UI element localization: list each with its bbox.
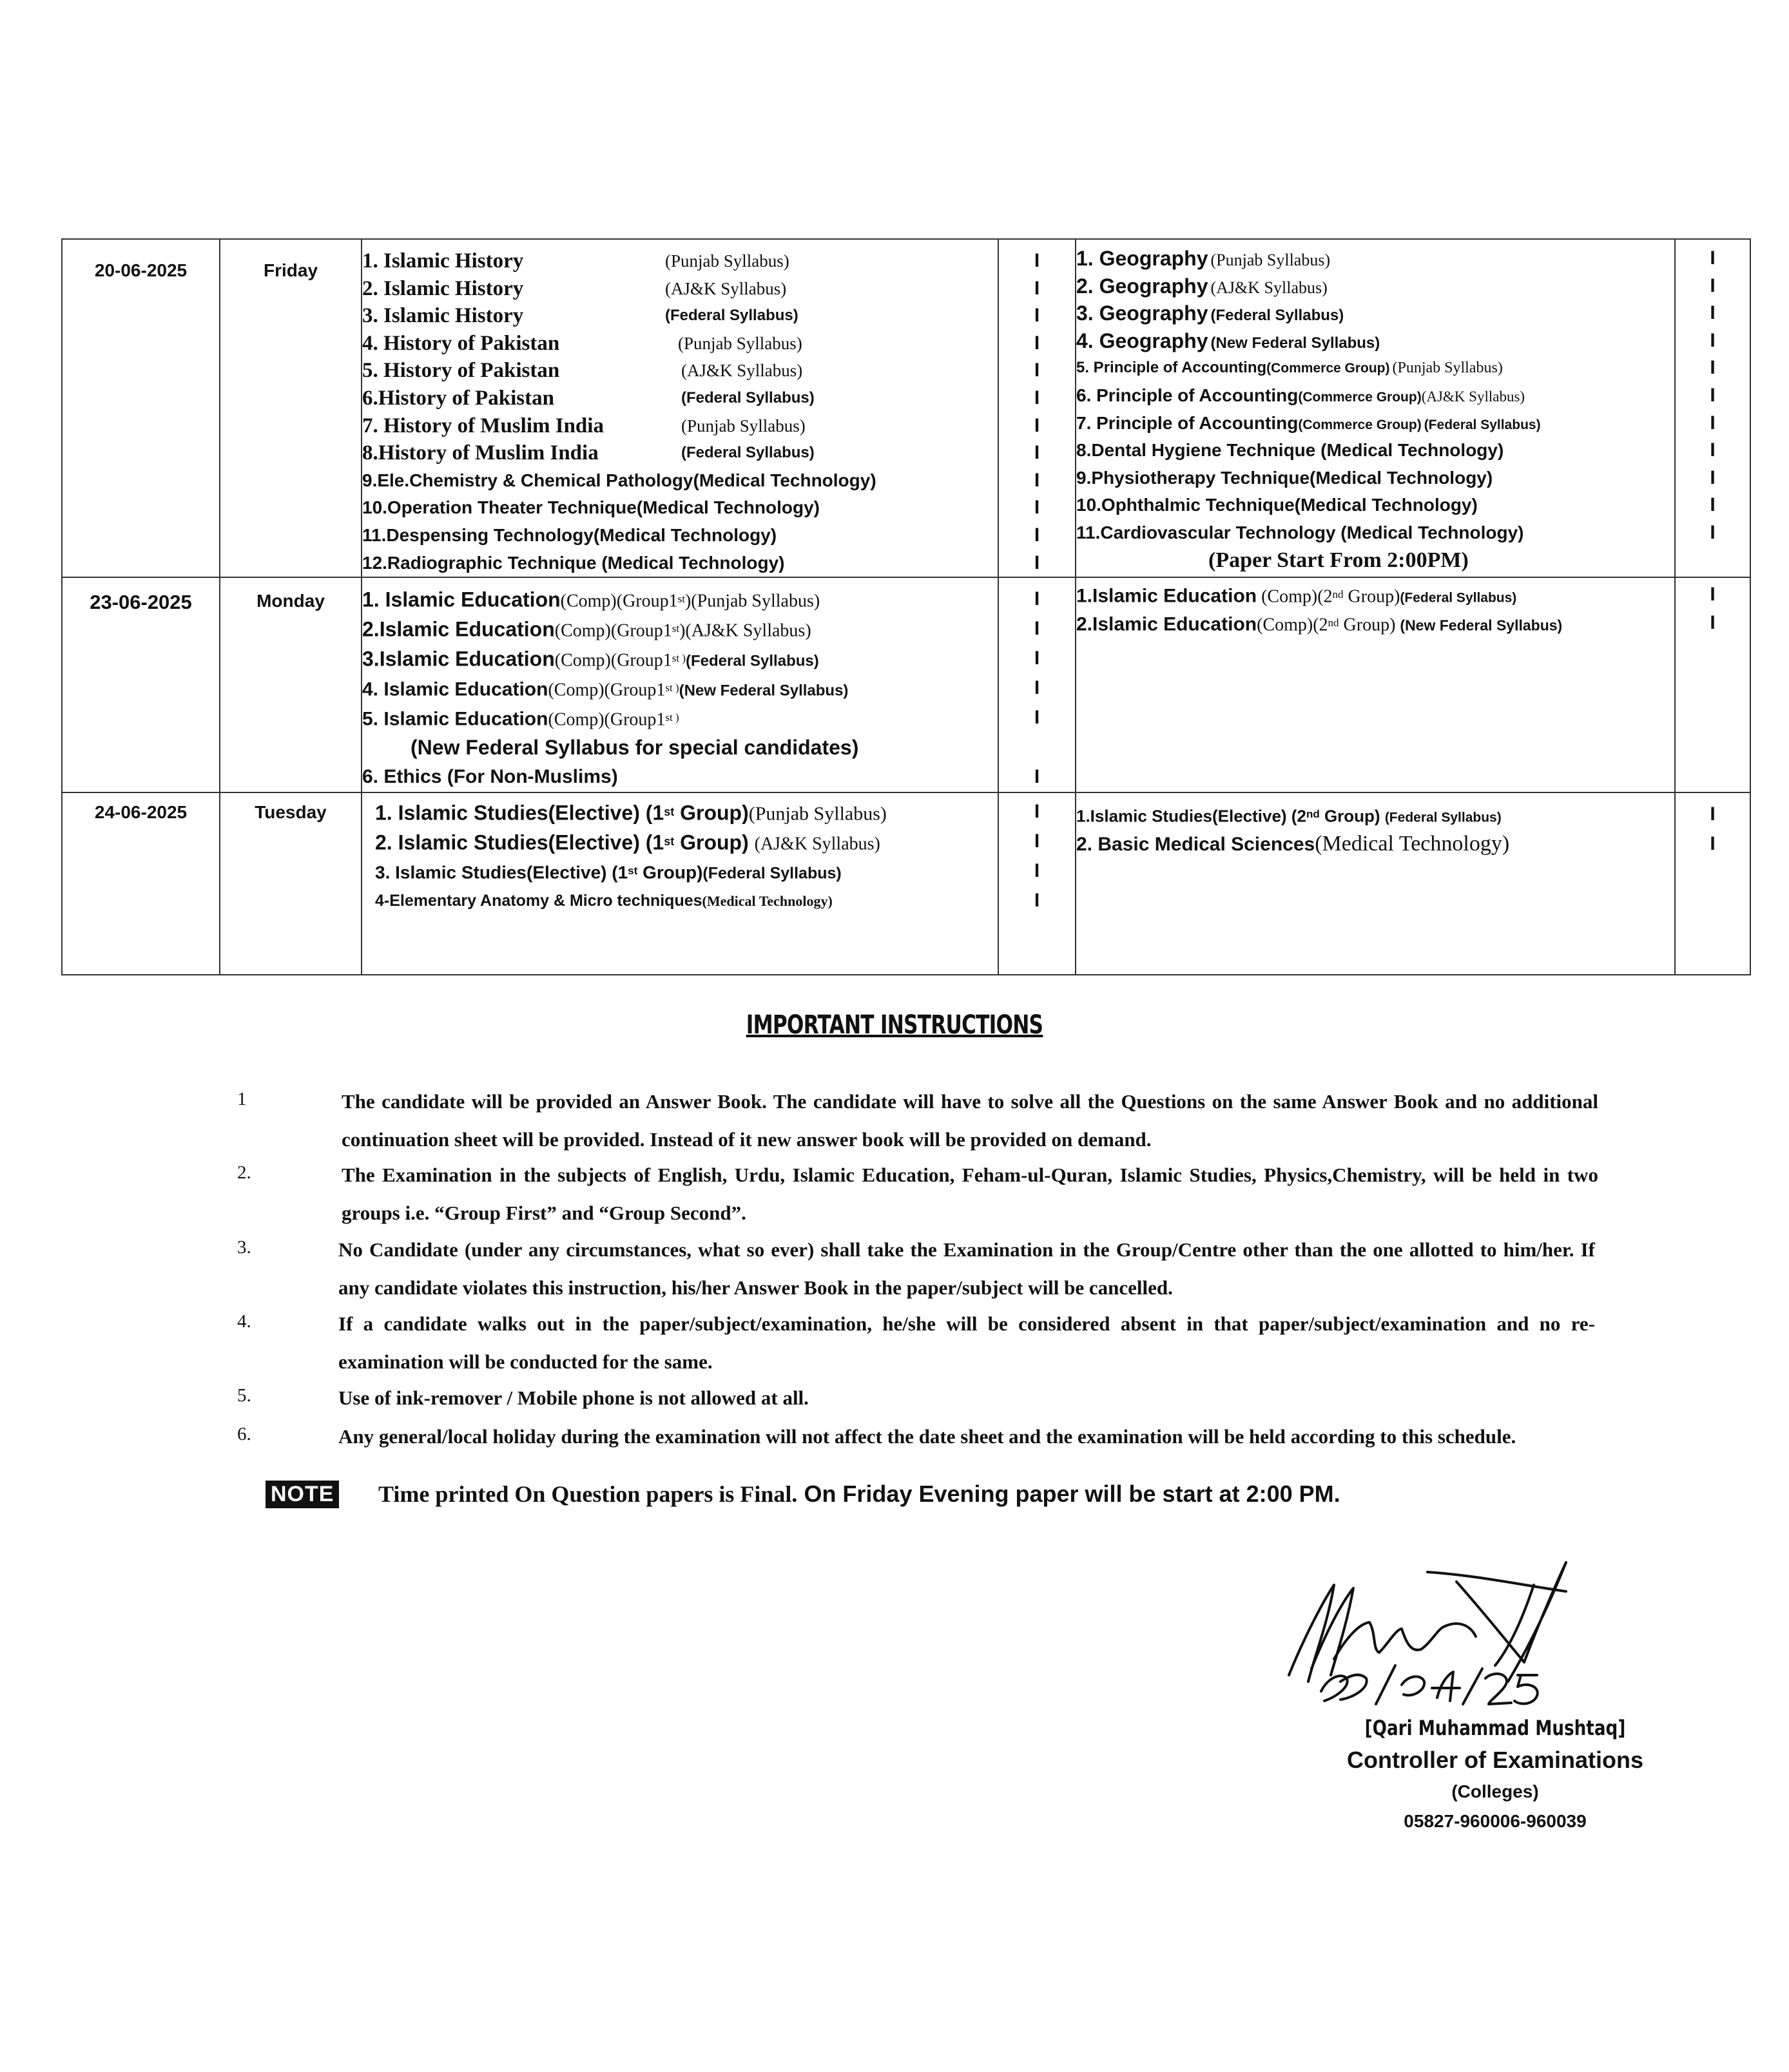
subject-line: 4. Geography (New Federal Syllabus) <box>1076 329 1380 352</box>
exam-day: Friday <box>220 239 362 577</box>
note-label: NOTE <box>266 1481 339 1508</box>
schedule-row-tuesday <box>62 792 1750 975</box>
subject-line: 7. Principle of Accounting(Commerce Group) (Federal Syllabus) <box>1076 412 1541 433</box>
group1-marks: I I I I <box>998 792 1076 975</box>
group1-subjects <box>362 239 998 577</box>
subject-line: 2. Islamic History (AJ&K Syllabus) <box>362 276 787 300</box>
subject-line: 6. Principle of Accounting(Commerce Group)(AJ&K Syllabus) <box>1076 385 1525 405</box>
subject-line: 5. Islamic $Education(Comp)(Group1^{st )}$ <box>362 708 679 730</box>
paper-start-note: (Paper Start From 2:00PM) <box>1208 548 1469 572</box>
instructions-title: IMPORTANT INSTRUCTIONS <box>746 1010 1043 1040</box>
subject-line: 1. Islamic Studies(Elective) (1st Group)(Punjab Syllabus) <box>375 801 887 825</box>
subject-line: 2.Islamic Education(Comp)(2nd Group) (New Federal Syllabus) <box>1076 613 1563 635</box>
schedule-row-monday <box>62 577 1750 792</box>
subject-line: 1.Islamic Education (Comp)(2nd Group)(Federal Syllabus) <box>1076 585 1517 607</box>
signatory-title: Controller of Examinations <box>1346 1747 1644 1773</box>
subject-line: 4. Islamic $Education(Comp)(Group1^{st )}(New$ Federal Syllabus) <box>362 678 849 700</box>
subject-line: 9.Ele.Chemistry & Chemical Pathology(Medical Technology) <box>362 470 876 490</box>
subject-line: 1. Islamic History (Punjab Syllabus) <box>362 249 789 273</box>
subject-line: 1.Islamic Studies(Elective) (2nd Group) (Federal Syllabus) <box>1076 806 1502 826</box>
group2-marks: I I I I I I I I I I I <box>1675 239 1750 577</box>
subject-line: 11.Cardiovascular Technology (Medical Technology) <box>1076 522 1524 542</box>
subject-line: 5. History of Pakistan (AJ&K Syllabus) <box>362 359 803 383</box>
group1-marks: I I I I I I I I I I I I <box>998 239 1076 577</box>
subject-line: 4. History of Pakistan (Punjab Syllabus) <box>362 331 802 355</box>
subject-line: 6. Ethics (For Non-Muslims) <box>362 766 618 788</box>
subject-line: 8.Dental Hygiene Technique (Medical Technology) <box>1076 440 1504 461</box>
signature-image <box>1263 1546 1598 1714</box>
subject-line: 8.History of Muslim India (Federal Syllabus) <box>362 441 815 465</box>
subject-line: 11.Despensing Technology(Medical Technology) <box>362 524 777 545</box>
subject-line: 12.Radiographic Technique (Medical Technology) <box>362 552 785 573</box>
special-candidates-note: (New Federal Syllabus for special candidates) <box>411 736 859 760</box>
exam-date: 23-06-2025 <box>62 577 220 792</box>
exam-day: Monday <box>220 577 362 792</box>
schedule-table <box>61 238 1751 975</box>
group2-marks: I I <box>1675 792 1750 975</box>
subject-line: 2. Geography (AJ&K Syllabus) <box>1076 274 1328 298</box>
subject-line: 3. Geography (Federal Syllabus) <box>1076 302 1344 325</box>
subject-line: 10.Ophthalmic Technique(Medical Technology) <box>1076 495 1478 515</box>
signatory-phone: 05827-960006-960039 <box>1404 1811 1587 1831</box>
signatory-name: [Qari Muhammad Mushtaq] <box>1364 1716 1626 1740</box>
signatory-department: (Colleges) <box>1451 1781 1539 1801</box>
subject-line: 2.Islamic Education(Comp)(Group1st)(AJ&K Syllabus) <box>362 617 811 641</box>
subject-line: 2. Basic Medical Sciences(Medical Technology) <box>1076 832 1510 856</box>
subject-line: 3.Islamic $Education(Comp)(Group1^{st )}(Federal$ Syllabus) <box>362 647 819 671</box>
group1-marks: I I I I I I <box>998 577 1076 792</box>
group2-subjects <box>1076 577 1675 792</box>
date-sheet-page: 20-06-2025 Friday 1. Islamic History (Punjab Syllabus) 2. Islamic History (AJ&K Syllabus) 3. Islamic History (Federal Syllabus) 4. History of Pakistan (Punjab Syllabus) 5. History of Pakistan (AJ&K Syllabus) 6.History of Pakistan (Federal Syllabus) 7. History of Muslim India (Punjab Syllabus) 8.History of Muslim India (Federal Syllabus) 9.Ele.Chemistry & Chemical Pathology(Medical Technology) 10.Operation Theater Technique(Medical Technology) 11.Despensing Technology(Medical Technology) 12.Radiographic Technique (Medical Technology) I I I I I I I I I I I I 1. Geography (Punjab Syllabus) 2. Geography (AJ&K Syllabus) 3. Geography (Federal Syllabus) 4. Geography (New Federal Syllabus) 5. Principle of Accounting(Commerce Group) (Punjab Syllabus) 6. Principle of Accounting(Commerce Group)(AJ&K Syllabus) 7. Principle of Accounting(Commerce Group) (Federal Syllabus) 8.Dental Hygiene Technique (Medical Technology) 9.Physiotherapy Technique(Medical Technology) 10.Ophthalmic Technique(Medical Technology) 11.Cardiovascular Technology (Medical Technology) (Paper Start From 2:00PM) I I I I I I I I I I I 23-06-2025 Monday 1. Islamic Education(Comp)(Group1st)(Punjab Syllabus) 2.Islamic Education(Comp)(Group1st)(AJ&K Syllabus) 3.Islamic $Education(Comp)(Group1^{st )}(Federal$ Syllabus) 4. Islamic $Education(Comp)(Group1^{st )}(New$ Federal Syllabus) 5. Islamic $Education(Comp)(Group1^{st )}$ (New Federal Syllabus for special candidates) 6. Ethics (For Non-Muslims) I I I I I I 1.Islamic Education (Comp)(2nd Group)(Federal Syllabus) 2.Islamic Education(Comp)(2nd Group) (New Federal Syllabus) I I 24-06-2025 Tuesday 1. Islamic Studies(Elective) (1st Group)(Punjab Syllabus) 2. Islamic Studies(Elective) (1st Group) (AJ&K Syllabus) 3. Islamic Studies(Elective) (1st Group)(Federal Syllabus) 4-Elementary Anatomy & Micro techniques(Medical Technology) I I I I 1.Islamic Studies(Elective) (2nd Group) (Federal Syllabus) 2. Basic Medical Sciences(Medical Technology) I I IMPORTANT INSTRUCTIONS 1 The candidate will be provided an Answer Book. The candidate will have to solve all the Questions on the same Answer Book and no additional continuation sheet will be provided. Instead of it new answer book will be provided on demand. 2. The Examination in the subjects of English, Urdu, Islamic Education, Feham-ul-Quran, Islamic Studies, Physics,Chemistry, will be held in two groups i.e. “Group First” and “Group Second”. 3. No Candidate (under any circumstances, what so ever) shall take the Examination in the Group/Centre other than the one allotted to him/her. If any candidate violates this instruction, his/her Answer Book in the paper/subject will be cancelled. 4. If a candidate walks out in the paper/subject/examination, he/she will be considered absent in that paper/subject/examination and no re-examination will be conducted for the same. 5. Use of ink-remover / Mobile phone is not allowed at all. 6. Any general/local holiday during the examination will not affect the date sheet and the examination will be held according to this schedule. NOTE Time printed On Question papers is Final. On Friday Evening paper will be start at 2:00 PM. [Qari Muhammad Mushtaq] Controller of Examinations (Colleges) 05827-960006-960039 <box>0 0 1789 2072</box>
subject-line: 7. History of Muslim India (Punjab Syllabus) <box>362 414 806 437</box>
note-text: Time printed On Question papers is Final. On Friday Evening paper will be start at 2:00 PM. <box>378 1481 1340 1507</box>
subject-line: 9.Physiotherapy Technique(Medical Technology) <box>1076 467 1493 488</box>
subject-line: 5. Principle of Accounting(Commerce Group) (Punjab Syllabus) <box>1076 359 1503 377</box>
subject-line: 10.Operation Theater Technique(Medical Technology) <box>362 497 820 518</box>
exam-date: 24-06-2025 <box>62 792 220 975</box>
signature-block <box>1179 1712 1789 1836</box>
note-line <box>266 1477 1683 1515</box>
subject-line: 6.History of Pakistan (Federal Syllabus) <box>362 386 815 410</box>
subject-line: 3. Islamic Studies(Elective) (1st Group)(Federal Syllabus) <box>375 862 842 883</box>
exam-date: 20-06-2025 <box>62 239 220 577</box>
exam-day: Tuesday <box>220 792 362 975</box>
subject-line: 4-Elementary Anatomy & Micro techniques(Medical Technology) <box>375 892 833 910</box>
subject-line: 1. Geography (Punjab Syllabus) <box>1076 247 1331 270</box>
group2-subjects <box>1076 792 1675 975</box>
subject-line: 2. Islamic Studies(Elective) (1st Group) (AJ&K Syllabus) <box>375 830 880 854</box>
schedule-row-friday <box>62 239 1750 577</box>
subject-line: 3. Islamic History (Federal Syllabus) <box>362 304 798 328</box>
group2-marks: I I <box>1675 577 1750 792</box>
group2-subjects <box>1076 239 1675 577</box>
group1-subjects <box>362 792 998 975</box>
group1-subjects <box>362 577 998 792</box>
subject-line: 1. Islamic Education(Comp)(Group1st)(Punjab Syllabus) <box>362 588 820 611</box>
